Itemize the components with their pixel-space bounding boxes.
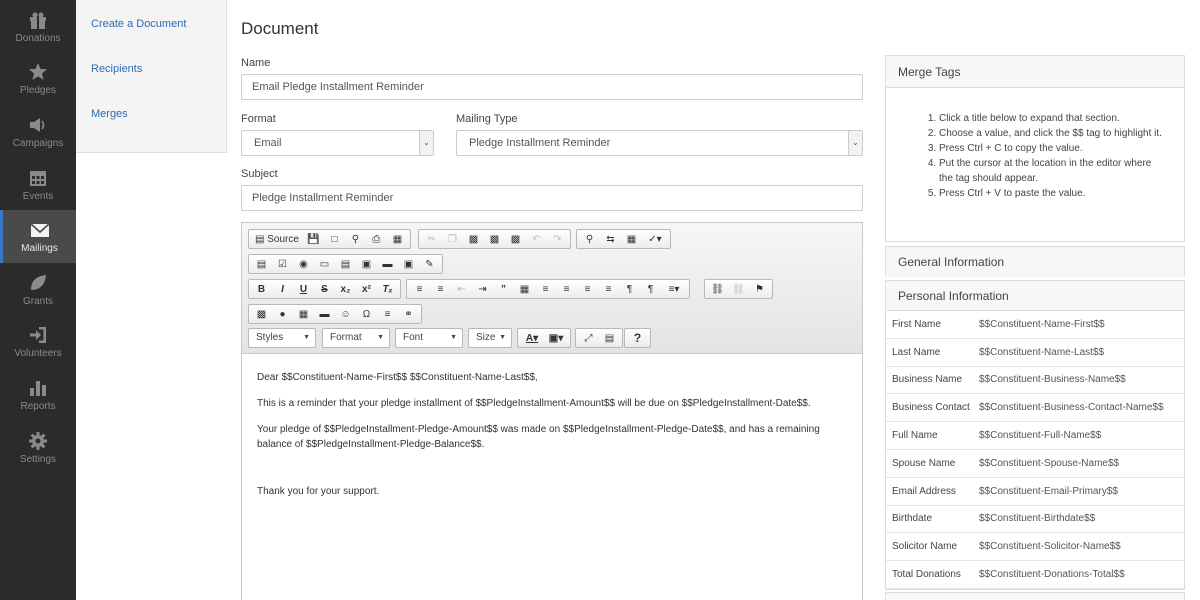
nav-label: Donations (15, 32, 61, 44)
format-combo-label: Format (330, 332, 362, 343)
chevron-down-icon: ⌄ (848, 131, 862, 155)
bar-chart-icon (27, 377, 49, 399)
megaphone-icon (27, 114, 49, 136)
merge-tag-label: Total Donations (892, 569, 961, 581)
paste-icon[interactable]: ▩ (468, 233, 479, 245)
blockquote-icon[interactable]: ” (501, 283, 506, 295)
undo-icon[interactable]: ↶ (532, 233, 541, 245)
paste-text-icon[interactable]: ▩ (489, 233, 500, 245)
nav-item-volunteers[interactable] (0, 316, 76, 369)
print-icon[interactable]: ⎙ (372, 233, 381, 245)
merge-tag-value[interactable]: $$Constituent-Full-Name$$ (979, 430, 1102, 442)
calendar-icon (27, 167, 49, 189)
merge-tag-value[interactable]: $$Constituent-Spouse-Name$$ (979, 457, 1120, 469)
merge-tag-row[interactable] (886, 394, 1184, 422)
bg-color-icon[interactable]: ▣▾ (548, 332, 564, 344)
font-combo[interactable] (395, 328, 463, 348)
name-label: Name (241, 57, 271, 69)
nav-label: Volunteers (14, 348, 62, 360)
editor-content[interactable] (242, 354, 862, 526)
merge-tags-panel (885, 55, 1185, 242)
page-title: Document (241, 19, 319, 38)
editor-paragraph: Your pledge of $$PledgeInstallment-Pledge-Amount$$ was made on $$PledgeInstallment-Pledge-Date$$, and has a remaining balance of $$PledgeInstallment-Pledge-Balance$$. (257, 424, 820, 450)
nav-label: Grants (22, 295, 53, 307)
merge-tag-value[interactable]: $$Constituent-Name-Last$$ (979, 346, 1105, 358)
merge-tag-row[interactable] (886, 506, 1184, 534)
select-field-icon[interactable]: ▣ (361, 258, 372, 270)
nav-item-events[interactable] (0, 158, 76, 211)
merge-tag-row[interactable] (886, 450, 1184, 478)
subscript-icon[interactable]: x₂ (340, 283, 351, 295)
subnav-merges[interactable]: Merges (91, 108, 128, 120)
star-icon (27, 61, 49, 83)
radio-icon[interactable]: ◉ (299, 258, 308, 270)
table-icon[interactable]: ▦ (298, 308, 309, 320)
merge-tag-value[interactable]: $$Constituent-Solicitor-Name$$ (979, 541, 1121, 553)
merge-tag-label: Birthdate (892, 513, 933, 525)
image-button-icon[interactable]: ▣ (403, 258, 414, 270)
spellcheck-icon[interactable]: ✓▾ (648, 233, 662, 245)
unlink-icon[interactable]: ⛓ (732, 283, 745, 295)
nav-item-grants[interactable] (0, 263, 76, 316)
format-combo[interactable] (322, 328, 390, 348)
next-panel-edge (885, 592, 1185, 600)
toolbar-group-help (624, 328, 651, 348)
form-icon[interactable]: ▤ (256, 258, 267, 270)
merge-tag-value[interactable]: $$Constituent-Donations-Total$$ (979, 569, 1125, 581)
maximize-icon[interactable]: ⤢ (584, 332, 593, 344)
merge-tag-label: Solicitor Name (892, 541, 958, 553)
merge-tag-label: First Name (892, 318, 941, 330)
gift-icon (27, 9, 49, 31)
nav-item-pledges[interactable] (0, 53, 76, 106)
format-select[interactable] (241, 130, 434, 156)
ltr-icon[interactable]: ¶ (626, 283, 633, 295)
personal-info-title[interactable]: Personal Information (886, 281, 1184, 311)
special-char-icon[interactable]: Ω (362, 308, 371, 320)
sub-nav (76, 0, 227, 153)
superscript-icon[interactable]: x² (362, 283, 371, 295)
general-info-title[interactable]: General Information (886, 247, 1184, 277)
numbered-list-icon[interactable]: ≡ (416, 283, 423, 295)
merge-tag-label: Last Name (892, 346, 941, 358)
underline-icon[interactable]: U (299, 283, 308, 295)
dropdown-arrow-icon: ▼ (499, 334, 506, 341)
instruction-item: 1. Click a title below to expand that section. (939, 111, 1164, 126)
nav-label: Mailings (21, 243, 58, 255)
left-nav (0, 0, 76, 600)
personal-info-panel (885, 280, 1185, 590)
merge-tag-row[interactable] (886, 367, 1184, 395)
link-icon[interactable]: ⛓ (711, 283, 724, 295)
help-button[interactable]: ? (633, 331, 642, 345)
indent-icon[interactable]: ⇥ (478, 283, 487, 295)
remove-format-icon[interactable]: Tₓ (382, 283, 393, 295)
subnav-create-document[interactable]: Create a Document (91, 18, 187, 30)
outdent-icon[interactable]: ⇤ (457, 283, 466, 295)
general-info-panel (885, 246, 1185, 277)
format-value: Email (254, 137, 282, 149)
subject-input[interactable]: Pledge Installment Reminder (241, 185, 863, 211)
align-right-icon[interactable]: ≡ (584, 283, 591, 295)
merge-tag-row[interactable] (886, 478, 1184, 506)
anchor-flag-icon[interactable]: ⚑ (755, 283, 764, 295)
nav-item-mailings[interactable] (0, 210, 76, 263)
find-icon[interactable]: ⚲ (585, 233, 594, 245)
align-center-icon[interactable]: ≡ (563, 283, 570, 295)
merge-tag-label: Spouse Name (892, 457, 956, 469)
merge-tag-row[interactable] (886, 422, 1184, 450)
instruction-item: 2. Choose a value, and click the $$ tag to highlight it. (939, 126, 1164, 141)
new-page-icon[interactable]: □ (331, 233, 338, 245)
editor-paragraph: Dear $$Constituent-Name-First$$ $$Constituent-Name-Last$$, (257, 372, 538, 383)
size-combo-label: Size (476, 332, 496, 343)
image-icon[interactable]: ▩ (256, 308, 267, 320)
save-icon[interactable]: 💾 (307, 233, 320, 245)
nav-label: Pledges (19, 85, 57, 97)
paste-word-icon[interactable]: ▩ (510, 233, 521, 245)
copy-icon[interactable]: ❐ (448, 233, 457, 245)
instruction-item: 5. Press Ctrl + V to paste the value. (939, 186, 1164, 201)
dropdown-arrow-icon: ▼ (303, 334, 310, 341)
align-left-icon[interactable]: ≡ (542, 283, 549, 295)
format-label: Format (241, 113, 276, 125)
merge-tag-label: Full Name (892, 430, 938, 442)
toolbar-group-basic-styles (248, 279, 401, 299)
merge-tag-row[interactable] (886, 311, 1184, 339)
chevron-down-icon: ⌄ (419, 131, 433, 155)
toolbar-group-clipboard (418, 229, 571, 249)
merge-tag-label: Business Name (892, 374, 963, 386)
nav-label: Campaigns (12, 137, 64, 149)
styles-combo-label: Styles (256, 332, 284, 343)
create-div-icon[interactable]: ▦ (519, 283, 530, 295)
envelope-icon (29, 219, 51, 241)
editor-toolbar (242, 223, 862, 354)
templates-icon[interactable]: ▦ (392, 233, 403, 245)
source-label: Source (267, 233, 299, 245)
nav-item-reports[interactable] (0, 368, 76, 421)
size-combo[interactable] (468, 328, 512, 348)
merge-tag-value[interactable]: $$Constituent-Birthdate$$ (979, 513, 1096, 525)
rtl-icon[interactable]: ¶ (647, 283, 654, 295)
merge-tags-instructions (886, 88, 1184, 201)
font-combo-label: Font (403, 332, 424, 343)
nav-label: Settings (19, 453, 57, 465)
merge-tag-row[interactable] (886, 339, 1184, 367)
leaf-icon (27, 272, 49, 294)
language-icon[interactable]: ≡▾ (668, 283, 680, 295)
name-input[interactable]: Email Pledge Installment Reminder (241, 74, 863, 100)
nav-item-donations[interactable] (0, 0, 76, 53)
replace-icon[interactable]: ⇆ (606, 233, 615, 245)
merge-tag-label: Business Contact (892, 402, 970, 414)
personal-info-tags (886, 311, 1184, 589)
button-field-icon[interactable]: ▬ (382, 258, 393, 270)
show-blocks-icon[interactable]: ▤ (604, 332, 615, 344)
nav-item-campaigns[interactable] (0, 105, 76, 158)
strike-icon[interactable]: S (321, 283, 328, 295)
merge-tag-row[interactable] (886, 533, 1184, 561)
instruction-item: 3. Press Ctrl + C to copy the value. (939, 141, 1164, 156)
merge-tag-value[interactable]: $$Constituent-Email-Primary$$ (979, 485, 1118, 497)
horizontal-rule-icon[interactable]: ▬ (319, 308, 330, 320)
mailing-type-select[interactable] (456, 130, 863, 156)
preview-icon[interactable]: ⚲ (351, 233, 360, 245)
sign-in-icon (27, 324, 49, 346)
nav-item-settings[interactable] (0, 421, 76, 474)
toolbar-group-paragraph (406, 279, 690, 299)
merge-tag-value[interactable]: $$Constituent-Business-Contact-Name$$ (979, 402, 1164, 414)
toolbar-group-find (576, 229, 671, 249)
toolbar-group-links (704, 279, 773, 299)
nav-label: Events (22, 190, 54, 202)
bold-icon[interactable]: B (257, 283, 266, 295)
mailing-type-value: Pledge Installment Reminder (469, 137, 611, 149)
toolbar-group-forms (248, 254, 443, 274)
text-color-icon[interactable]: A▾ (525, 332, 539, 344)
justify-icon[interactable]: ≡ (605, 283, 612, 295)
flash-icon[interactable]: ● (279, 308, 286, 320)
italic-icon[interactable]: I (281, 283, 284, 295)
merge-tag-row[interactable] (886, 561, 1184, 589)
styles-combo[interactable] (248, 328, 316, 348)
gear-icon (27, 430, 49, 452)
toolbar-group-colors (517, 328, 571, 348)
dropdown-arrow-icon: ▼ (377, 334, 384, 341)
subnav-recipients[interactable]: Recipients (91, 63, 143, 75)
redo-icon[interactable]: ↷ (553, 233, 562, 245)
textarea-icon[interactable]: ▤ (340, 258, 351, 270)
rich-text-editor (241, 222, 863, 600)
page-break-icon[interactable]: ≡ (384, 308, 391, 320)
dropdown-arrow-icon: ▼ (450, 334, 457, 341)
editor-paragraph: This is a reminder that your pledge installment of $$PledgeInstallment-Amount$$ will be due on $$PledgeInstallment-Date$$. (257, 398, 811, 409)
select-all-icon[interactable]: ▦ (626, 233, 637, 245)
text-field-icon[interactable]: ▭ (319, 258, 330, 270)
instruction-item: 4. Put the cursor at the location in the editor where the tag should appear. (939, 156, 1164, 186)
merge-tag-value[interactable]: $$Constituent-Name-First$$ (979, 318, 1105, 330)
merge-tag-label: Email Address (892, 485, 956, 497)
editor-paragraph: Thank you for your support. (257, 486, 380, 497)
hidden-field-icon[interactable]: ✎ (425, 258, 434, 270)
toolbar-group-document (248, 229, 411, 249)
merge-tag-value[interactable]: $$Constituent-Business-Name$$ (979, 374, 1126, 386)
iframe-globe-icon[interactable]: ⚭ (404, 308, 413, 320)
smiley-icon[interactable]: ☺ (340, 308, 351, 320)
subject-label: Subject (241, 168, 278, 180)
mailing-type-label: Mailing Type (456, 113, 518, 125)
source-button[interactable]: ▤ Source (255, 233, 299, 245)
cut-icon[interactable]: ✂ (427, 233, 436, 245)
toolbar-group-insert (248, 304, 422, 324)
toolbar-group-tools (575, 328, 623, 348)
bulleted-list-icon[interactable]: ≡ (437, 283, 444, 295)
checkbox-icon[interactable]: ☑ (278, 258, 287, 270)
merge-tags-title[interactable]: Merge Tags (886, 56, 1184, 88)
nav-label: Reports (20, 400, 56, 412)
